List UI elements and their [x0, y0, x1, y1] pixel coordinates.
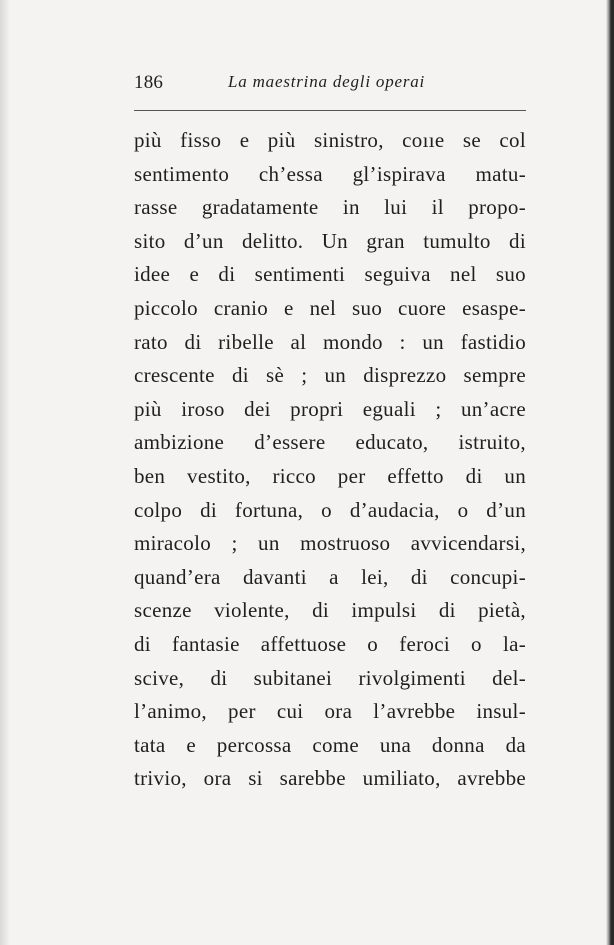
text-line: più iroso dei propri eguali ; un’acre: [134, 396, 526, 421]
page-header: [134, 72, 526, 102]
text-line: di fantasie affettuose o feroci o la-: [134, 631, 526, 656]
text-line: sentimento ch’essa gl’ispirava matu-: [134, 161, 526, 186]
text-line: crescente di sè ; un disprezzo sempre: [134, 363, 526, 388]
text-line: ben vestito, ricco per effetto di un: [134, 463, 526, 488]
text-line: rasse gradatamente in lui il propo-: [134, 195, 526, 220]
page-left-edge: [0, 0, 10, 945]
text-line: scive, di subitanei rivolgimenti del-: [134, 665, 526, 690]
text-line: quand’era davanti a lei, di concupi-: [134, 564, 526, 589]
text-line: trivio, ora si sarebbe umiliato, avrebbe: [134, 766, 526, 791]
text-line: più fisso e più sinistro, coııe se col: [134, 128, 526, 152]
header-rule: [134, 110, 526, 111]
text-line: ambizione d’essere educato, istruito,: [134, 430, 526, 455]
text-line: idee e di sentimenti seguiva nel suo: [134, 262, 526, 287]
text-line: l’animo, per cui ora l’avrebbe insul-: [134, 699, 526, 724]
text-line: miracolo ; un mostruoso avvicendarsi,: [134, 531, 526, 556]
text-line: tata e percossa come una donna da: [134, 732, 526, 757]
text-line: scenze violente, di impulsi di pietà,: [134, 598, 526, 623]
page-right-edge: [606, 0, 614, 945]
body-text: [134, 124, 526, 796]
text-line: colpo di fortuna, o d’audacia, o d’un: [134, 497, 526, 522]
text-line: rato di ribelle al mondo : un fastidio: [134, 329, 526, 354]
running-title: La maestrina degli operai: [228, 72, 426, 91]
text-line: sito d’un delitto. Un gran tumulto di: [134, 228, 526, 253]
text-line: piccolo cranio e nel suo cuore esaspe-: [134, 295, 526, 320]
page-number: 186: [134, 72, 164, 93]
